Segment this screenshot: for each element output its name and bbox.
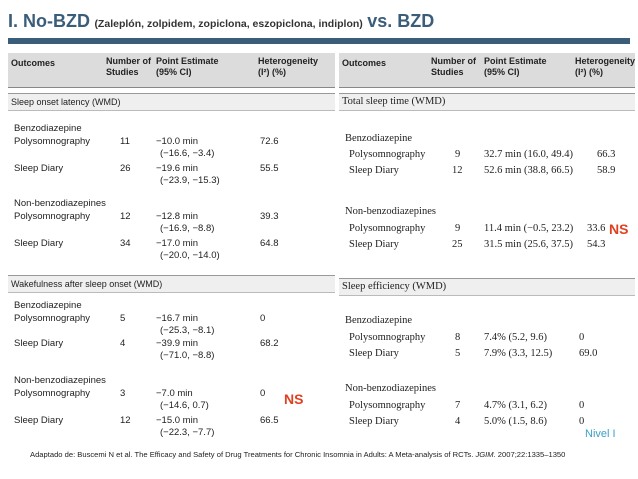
row-heterogeneity: 58.9 [597,165,616,176]
row-heterogeneity: 55.5 [260,163,279,174]
row-method: Sleep Diary [349,239,399,250]
header-heterogeneity: Heterogeneity (I²) (%) [575,56,636,77]
row-method: Sleep Diary [349,348,399,359]
row-estimate: 52.6 min (38.8, 66.5) [484,165,573,176]
row-studies: 7 [455,400,461,411]
row-method: Polysomnography [349,149,426,160]
row-heterogeneity: 69.0 [579,348,598,359]
row-heterogeneity: 0 [260,388,266,399]
title-divider [8,38,630,44]
row-studies: 5 [120,313,126,324]
row-estimate: −7.0 min [156,388,193,399]
row-studies: 9 [455,149,461,160]
row-estimate: −39.9 min [156,338,198,349]
row-heterogeneity: 0 [579,400,585,411]
row-method: Sleep Diary [349,416,399,427]
row-method: Polysomnography [14,211,91,222]
group-non-benzodiazepines: Non-benzodiazepines [14,375,106,386]
source-citation [30,449,635,460]
row-studies: 8 [455,332,461,343]
citation-reference: 2007;22:1335–1350 [495,450,566,459]
group-benzodiazepine: Benzodiazepine [14,123,82,134]
row-heterogeneity: 72.6 [260,136,279,147]
row-method: Sleep Diary [14,163,64,174]
row-studies: 5 [455,348,461,359]
row-ci: (−22.3, −7.7) [160,427,215,438]
header-studies: Number of Studies [106,56,151,77]
row-studies: 12 [120,211,131,222]
row-heterogeneity: 66.3 [597,149,616,160]
title-drug-list: (Zaleplón, zolpidem, zopiclona, eszopiclona, indiplon) [94,18,363,30]
row-method: Sleep Diary [349,165,399,176]
row-estimate: 4.7% (3.1, 6.2) [484,400,547,411]
header-estimate: Point Estimate (95% CI) [156,56,219,77]
row-heterogeneity: 0 [579,416,585,427]
row-heterogeneity: 0 [579,332,585,343]
row-estimate: 32.7 min (16.0, 49.4) [484,149,573,160]
row-estimate: −17.0 min [156,238,198,249]
row-ci: (−25.3, −8.1) [160,325,215,336]
header-outcomes: Outcomes [11,58,56,68]
row-estimate: −19.6 min [156,163,198,174]
row-ci: (−14.6, 0.7) [160,400,209,411]
row-studies: 11 [120,136,130,147]
row-heterogeneity: 68.2 [260,338,279,349]
row-ci: (−16.6, −3.4) [160,148,215,159]
citation-text: Adaptado de: Buscemi N et al. The Efficacy and Safety of Drug Treatments for Chronic Insomnia in Adults: A Meta-analysis of RCTs. [30,450,476,459]
row-estimate: −10.0 min [156,136,198,147]
section-total-sleep-time: Total sleep time (WMD) [339,93,635,111]
row-method: Polysomnography [349,400,426,411]
row-method: Polysomnography [14,136,91,147]
header-heterogeneity: Heterogeneity (I²) (%) [258,56,319,77]
title-comparison: vs. BZD [367,11,435,31]
row-studies: 9 [455,223,461,234]
row-heterogeneity: 66.5 [260,415,279,426]
ns-label-left: NS [284,391,304,407]
row-heterogeneity: 64.8 [260,238,279,249]
row-method: Sleep Diary [14,338,64,349]
right-results-table [339,53,635,445]
row-estimate: 7.4% (5.2, 9.6) [484,332,547,343]
row-studies: 34 [120,238,131,249]
row-studies: 25 [452,239,463,250]
group-benzodiazepine: Benzodiazepine [345,315,413,326]
row-studies: 4 [455,416,461,427]
row-heterogeneity: 33.6 [587,223,606,234]
header-outcomes: Outcomes [342,58,387,68]
row-ci: (−71.0, −8.8) [160,350,215,361]
row-estimate: 7.9% (3.3, 12.5) [484,348,553,359]
slide-title [8,8,628,34]
ns-label-right: NS [609,221,629,237]
row-estimate: −15.0 min [156,415,198,426]
row-method: Polysomnography [349,332,426,343]
row-method: Polysomnography [349,223,426,234]
citation-journal: JGIM. [475,450,496,459]
row-studies: 3 [120,388,126,399]
header-estimate: Point Estimate (95% CI) [484,56,547,77]
right-table-header [339,53,635,88]
group-non-benzodiazepines: Non-benzodiazepines [345,383,436,394]
section-wakefulness: Wakefulness after sleep onset (WMD) [8,275,335,293]
row-estimate: −16.7 min [156,313,198,324]
row-ci: (−23.9, −15.3) [160,175,220,186]
row-estimate: −12.8 min [156,211,198,222]
row-method: Polysomnography [14,388,91,399]
row-method: Polysomnography [14,313,91,324]
row-studies: 12 [120,415,131,426]
row-method: Sleep Diary [14,238,64,249]
row-heterogeneity: 39.3 [260,211,279,222]
section-sleep-efficiency: Sleep efficiency (WMD) [339,278,635,296]
row-estimate: 11.4 min (−0.5, 23.2) [484,223,574,234]
row-studies: 12 [452,165,463,176]
row-ci: (−20.0, −14.0) [160,250,220,261]
row-method: Sleep Diary [14,415,64,426]
left-table-header [8,53,335,88]
group-benzodiazepine: Benzodiazepine [345,133,413,144]
header-studies: Number of Studies [431,56,476,77]
row-estimate: 5.0% (1.5, 8.6) [484,416,547,427]
group-non-benzodiazepines: Non-benzodiazepines [14,198,106,209]
group-benzodiazepine: Benzodiazepine [14,300,82,311]
section-sleep-onset: Sleep onset latency (WMD) [8,93,335,111]
title-main: I. No-BZD [8,11,90,31]
row-studies: 4 [120,338,126,349]
row-heterogeneity: 54.3 [587,239,606,250]
evidence-level-label: Nivel I [585,428,616,440]
group-non-benzodiazepines: Non-benzodiazepines [345,206,436,217]
row-estimate: 31.5 min (25.6, 37.5) [484,239,573,250]
left-results-table [8,53,335,445]
row-ci: (−16.9, −8.8) [160,223,215,234]
row-heterogeneity: 0 [260,313,266,324]
row-studies: 26 [120,163,131,174]
